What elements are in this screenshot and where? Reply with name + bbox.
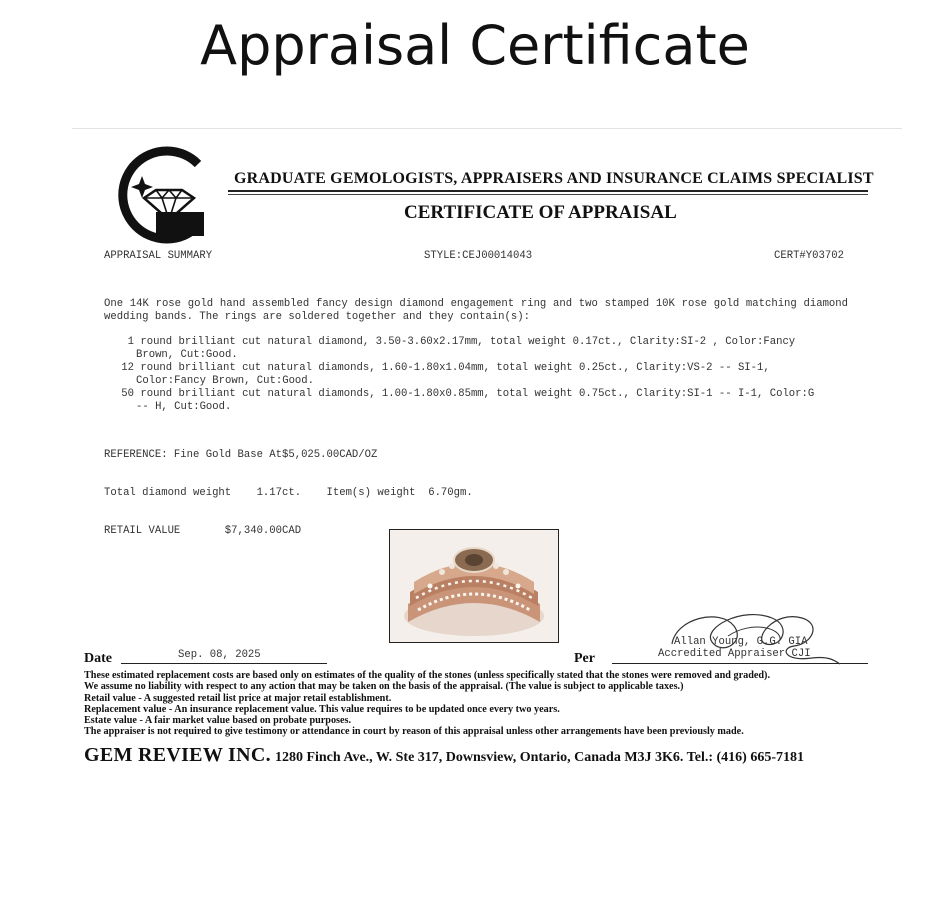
appraisal-summary-label: APPRAISAL SUMMARY bbox=[104, 250, 213, 262]
certificate-number: CERT#Y03702 bbox=[774, 250, 844, 262]
divider bbox=[228, 190, 868, 192]
ring-photo bbox=[389, 529, 559, 643]
certificate-heading: CERTIFICATE OF APPRAISAL bbox=[404, 202, 677, 223]
list-item: 1 round brilliant cut natural diamond, 3.50-3.60x2.17mm, total weight 0.17ct., Clarity:SI-2 , Color:Fancy Brown, Cut:Good. bbox=[127, 336, 796, 361]
date-value: Sep. 08, 2025 bbox=[178, 649, 261, 661]
signature bbox=[662, 600, 852, 670]
organization-name: GRADUATE GEMOLOGISTS, APPRAISERS AND INSURANCE CLAIMS SPECIALIST bbox=[234, 170, 874, 187]
list-item: 50 round brilliant cut natural diamonds, 1.00-1.80x0.85mm, total weight 0.75ct., Clarity:SI-1 -- I-1, Color:G -- H, Cut:Good. bbox=[121, 388, 815, 413]
style-number: STYLE:CEJ00014043 bbox=[424, 250, 533, 262]
item-description: One 14K rose gold hand assembled fancy design diamond engagement ring and two stamped 10K rose gold matching diamond wedding bands. The rings are soldered together and they contain(s): bbox=[104, 298, 848, 323]
company-address: 1280 Finch Ave., W. Ste 317, Downsview, Ontario, Canada M3J 3K6. Tel.: (416) 665-7181 bbox=[274, 750, 804, 765]
divider bbox=[228, 194, 868, 195]
gem-logo-icon bbox=[112, 146, 208, 244]
date-line bbox=[121, 663, 327, 664]
reference-line: REFERENCE: Fine Gold Base At$5,025.00CAD/OZ bbox=[104, 449, 378, 462]
total-weight-line: Total diamond weight 1.17ct. Item(s) weight 6.70gm. bbox=[104, 486, 473, 499]
date-label: Date bbox=[84, 651, 112, 666]
company-name: GEM REVIEW INC. bbox=[84, 744, 271, 766]
disclaimer: These estimated replacement costs are based only on estimates of the quality of the stones (unless specifically stated that the stones were removed and graded). We assume no liability with respect to any action that may be taken on the basis of the appraisal. (The value is subject to applicable taxes.) Retail value - A suggested retail list price at major retail establishment. Replacement value - An insurance replacement value. This value requires to be updated once every two years. Estate value - A fair market value based on probate purposes. The appraiser is not required to give testimony or attendance in court by reason of this appraisal unless other arrangements have been previously made. bbox=[84, 670, 770, 738]
appraiser-name: Allan Young, G.G. GIA bbox=[674, 636, 808, 648]
per-label: Per bbox=[574, 651, 595, 666]
divider bbox=[72, 128, 902, 129]
page-title: Appraisal Certificate bbox=[200, 14, 750, 77]
appraiser-title: Accredited Appraiser CJI bbox=[658, 648, 811, 660]
company-footer bbox=[84, 744, 804, 767]
retail-value-line: RETAIL VALUE $7,340.00CAD bbox=[104, 524, 302, 537]
list-item: 12 round brilliant cut natural diamonds, 1.60-1.80x1.04mm, total weight 0.25ct., Clarity:VS-2 -- SI-1, Color:Fancy Brown, Cut:Good. bbox=[121, 362, 770, 387]
